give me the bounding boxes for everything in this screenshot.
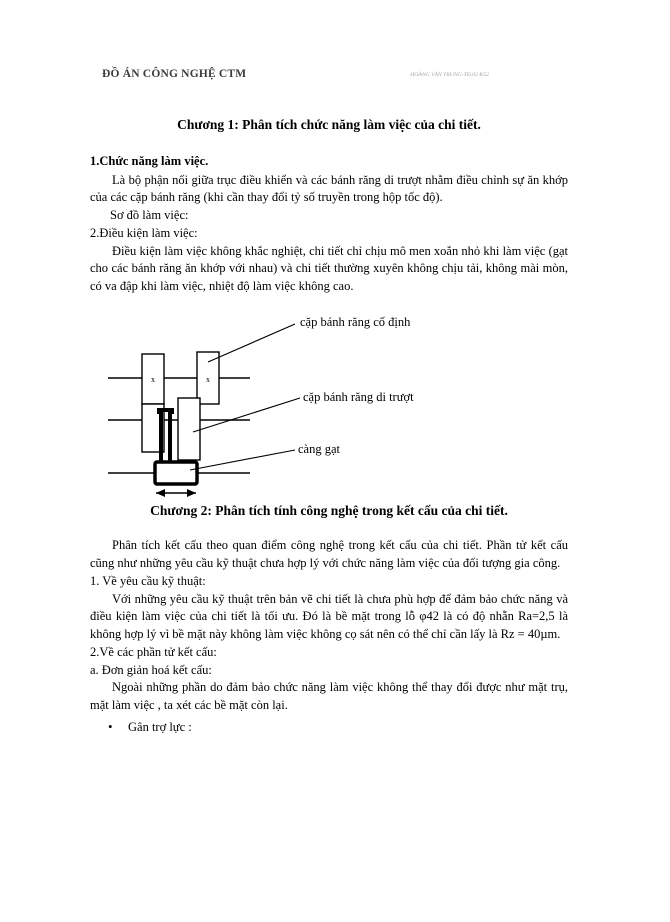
leader-line-shift-fork	[190, 450, 295, 470]
figure-label-sliding-gears: cặp bánh răng di trượt	[303, 389, 414, 404]
bullet-list-item-1	[90, 719, 568, 737]
gear-right-sliding	[178, 398, 200, 460]
section-2-paragraph: Điều kiện làm việc không khắc nghiệt, chi tiết chỉ chịu mô men xoắn nhỏ khi làm việc (gạt cho các bánh răng ăn khớp với nhau) và chi tiết thường xuyên không chịu tải, không mài mòn, có va đập khi làm việc, nhiệt độ làm việc không cao.	[90, 243, 568, 294]
section-2-heading: 2.Điều kiện làm việc:	[90, 225, 198, 240]
shift-fork-boss	[155, 462, 197, 484]
chapter-2-item-1-heading: 1. Về yêu cầu kỹ thuật:	[90, 573, 206, 588]
header-document-title: ĐỒ ÁN CÔNG NGHỆ CTM	[102, 68, 247, 80]
chapter-2-item-2-heading: 2.Về các phần tử kết cấu:	[90, 644, 217, 659]
gear-shift-mechanism-diagram	[90, 310, 568, 498]
chapter-2-title: Chương 2: Phân tích tính công nghệ trong kết cấu của chi tiết.	[150, 502, 508, 518]
running-header	[90, 68, 568, 116]
page-content	[90, 0, 568, 737]
gear-mark-right: x	[206, 374, 210, 384]
diagram-intro-line: Sơ đồ làm việc:	[110, 208, 189, 223]
chapter-2-item-2a-heading: a. Đơn giản hoá kết cấu:	[90, 662, 212, 677]
figure-label-fixed-gears: cặp bánh răng cố định	[300, 314, 411, 329]
gear-mark-left: x	[151, 374, 155, 384]
section-1-paragraph: Là bộ phận nối giữa trục điều khiển và các bánh răng di trượt nhằm điều chỉnh sự ăn khớp của các cặp bánh răng (khi cần thay đổi tỷ số truyền trong hộp tốc độ).	[90, 172, 568, 205]
section-1-heading: 1.Chức năng làm việc.	[90, 153, 209, 168]
leader-line-fixed-gears	[208, 324, 295, 362]
header-author-faded-text: HOÀNG VĂN TRUNG-TĐ.02-K52	[410, 72, 489, 78]
travel-arrow-head-right	[187, 489, 196, 497]
bullet-list-item-1-label: Gân trợ lực :	[128, 719, 192, 734]
chapter-2-item-1-paragraph: Với những yêu cầu kỹ thuật trên bản vẽ chi tiết là chưa phù hợp để đảm bảo chức năng và điều kiện làm việc của chi tiết là tối ưu. Đó là bề mặt trong lỗ φ42 là có độ nhẵn Ra=2,5 là không hợp lý vì bề mặt này không làm việc không cọ sát nên có thể chỉ cần lấy là Rz = 40µm.	[90, 591, 568, 642]
chapter-2-intro-paragraph: Phân tích kết cấu theo quan điểm công nghệ trong kết cấu của chi tiết. Phần tử kết cấu cũng như những yêu cầu kỹ thuật chưa hợp lý với chức năng làm việc của đối tượng gia công.	[90, 538, 568, 571]
figure-label-shift-fork: càng gạt	[298, 441, 340, 456]
travel-arrow-head-left	[156, 489, 165, 497]
chapter-2-item-2a-paragraph: Ngoài những phần do đảm bảo chức năng làm việc không thể thay đổi được như mặt trụ, mặt làm việc , ta xét các bề mặt còn lại.	[90, 680, 568, 713]
shift-fork-upper-hook	[159, 410, 172, 414]
bullet-glyph-icon: •	[108, 718, 113, 734]
chapter-1-title: Chương 1: Phân tích chức năng làm việc của chi tiết.	[177, 117, 481, 132]
diagram-svg	[90, 310, 568, 498]
